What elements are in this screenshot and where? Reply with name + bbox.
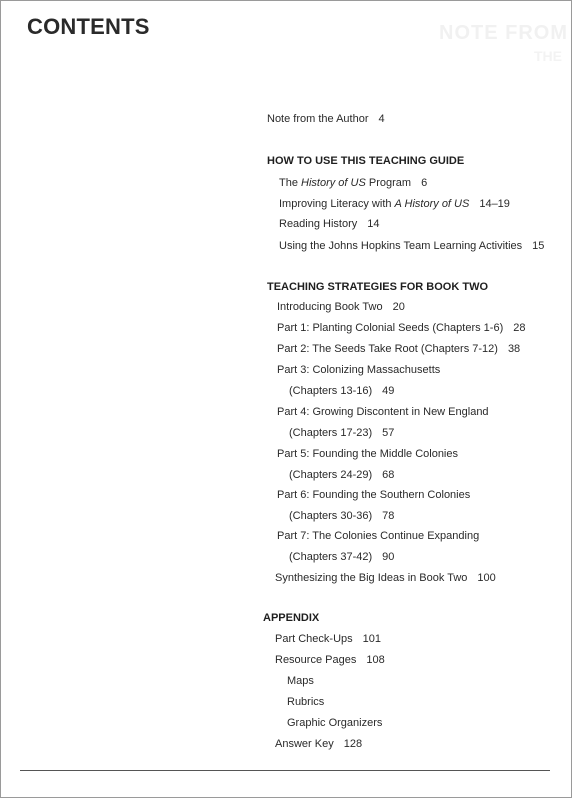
toc-entry[interactable] xyxy=(277,301,405,313)
section-heading-how-to-use: HOW TO USE THIS TEACHING GUIDE xyxy=(267,155,465,167)
toc-entry-label-pre: The xyxy=(279,177,302,189)
toc-entry-label: Part 6: Founding the Southern Colonies xyxy=(277,489,471,501)
toc-entry[interactable] xyxy=(277,530,479,542)
toc-entry-label: Part 1: Planting Colonial Seeds (Chapters 1-6) xyxy=(277,322,504,334)
toc-page-number: 90 xyxy=(382,551,395,563)
toc-entry[interactable] xyxy=(275,738,362,750)
section-heading-teaching-strategies: TEACHING STRATEGIES FOR BOOK TWO xyxy=(267,281,489,293)
toc-page-number: 49 xyxy=(382,385,395,397)
toc-page-number: 20 xyxy=(392,301,405,313)
toc-page-number: 6 xyxy=(421,177,428,189)
toc-page-number: 128 xyxy=(343,738,363,750)
toc-entry-continued[interactable] xyxy=(289,427,394,439)
toc-entry[interactable] xyxy=(279,240,544,252)
toc-entry-continued[interactable] xyxy=(289,385,394,397)
toc-entry-label: Part 2: The Seeds Take Root (Chapters 7-12) xyxy=(277,343,498,355)
toc-entry-label: (Chapters 17-23) xyxy=(289,427,373,439)
toc-page-number: 101 xyxy=(362,633,381,645)
toc-entry-label: Using the Johns Hopkins Team Learning Activities xyxy=(279,240,523,252)
toc-page-number: 38 xyxy=(507,343,521,355)
toc-subentry[interactable] xyxy=(287,675,314,687)
toc-page-number: 100 xyxy=(477,572,496,584)
toc-entry[interactable] xyxy=(275,654,385,666)
toc-entry[interactable] xyxy=(279,218,380,230)
toc-entry-label: Synthesizing the Big Ideas in Book Two xyxy=(275,572,468,584)
toc-entry-note[interactable] xyxy=(267,113,385,125)
toc-page-number: 14–19 xyxy=(479,198,510,210)
toc-entry-label: (Chapters 37-42) xyxy=(289,551,373,563)
toc-entry-continued[interactable] xyxy=(289,469,394,481)
bleed-through-text: NOTE FROM xyxy=(439,22,568,44)
toc-entry-label: Part 3: Colonizing Massachusetts xyxy=(277,364,441,376)
toc-entry-label: Rubrics xyxy=(287,696,325,708)
toc-page-number: 78 xyxy=(382,510,395,522)
toc-entry-label-italic: A History of US xyxy=(394,198,470,210)
toc-entry-label: (Chapters 24-29) xyxy=(289,469,373,481)
toc-entry-label: Maps xyxy=(287,675,314,687)
footer-rule xyxy=(20,770,550,771)
toc-page-number: 68 xyxy=(382,469,395,481)
toc-page-number: 15 xyxy=(532,240,545,252)
toc-entry-label: Reading History xyxy=(279,218,358,230)
toc-entry-label: Note from the Author xyxy=(267,113,369,125)
toc-entry[interactable] xyxy=(277,364,440,376)
toc-entry-label: (Chapters 13-16) xyxy=(289,385,373,397)
toc-entry-label-italic: History of US xyxy=(301,177,366,189)
section-heading-appendix: APPENDIX xyxy=(263,612,320,624)
page-title: CONTENTS xyxy=(27,14,150,39)
toc-subentry[interactable] xyxy=(287,717,382,729)
toc-entry-continued[interactable] xyxy=(289,551,394,563)
toc-page-number: 57 xyxy=(382,427,395,439)
toc-entry-label: Part 4: Growing Discontent in New England xyxy=(277,406,489,418)
toc-page-number: 108 xyxy=(366,654,385,666)
toc-entry[interactable] xyxy=(279,177,427,189)
toc-entry[interactable] xyxy=(279,198,510,210)
toc-entry-label-post: Program xyxy=(365,177,412,189)
toc-entry-label-pre: Improving Literacy with xyxy=(279,198,395,210)
toc-page-number: 4 xyxy=(378,113,385,125)
toc-entry-label: Answer Key xyxy=(275,738,334,750)
toc-subentry[interactable] xyxy=(287,696,324,708)
toc-entry[interactable] xyxy=(275,633,381,645)
toc-entry-label: Part 7: The Colonies Continue Expanding xyxy=(277,530,480,542)
toc-entry-label: (Chapters 30-36) xyxy=(289,510,373,522)
toc-entry[interactable] xyxy=(275,572,496,584)
toc-entry-continued[interactable] xyxy=(289,510,394,522)
toc-entry-label: Resource Pages xyxy=(275,654,357,666)
toc-entry[interactable] xyxy=(277,406,489,418)
bleed-through-text: THE xyxy=(534,48,562,64)
toc-entry-label: Graphic Organizers xyxy=(287,717,383,729)
toc-entry[interactable] xyxy=(277,489,470,501)
toc-page-number: 14 xyxy=(367,218,380,230)
toc-entry[interactable] xyxy=(277,343,520,355)
toc-entry-label: Part Check-Ups xyxy=(275,633,353,645)
toc-entry[interactable] xyxy=(277,448,458,460)
toc-page-number: 28 xyxy=(513,322,526,334)
toc-entry-label: Part 5: Founding the Middle Colonies xyxy=(277,448,458,460)
toc-entry-label: Introducing Book Two xyxy=(277,301,383,313)
toc-entry[interactable] xyxy=(277,322,525,334)
